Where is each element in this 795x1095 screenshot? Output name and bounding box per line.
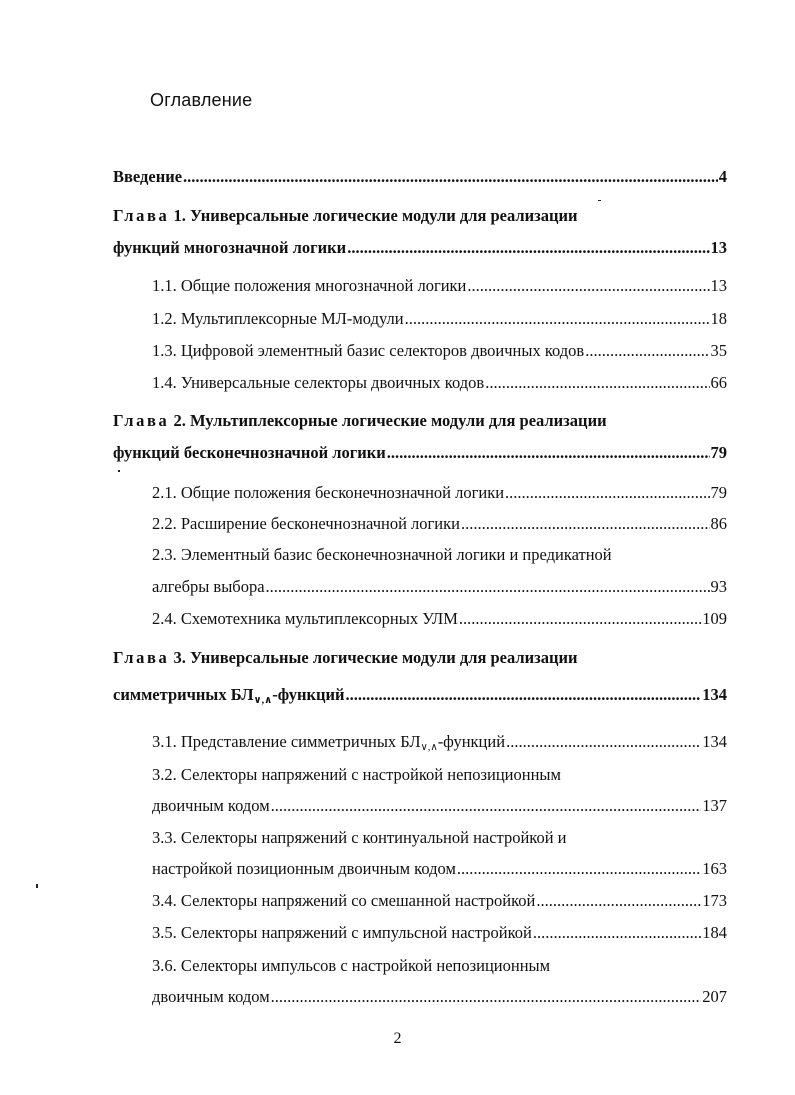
toc-entry-2-3-line1: 2.3. Элементный базис бесконечнозначной логики и предикатной <box>152 545 612 564</box>
chapter-title-line1: Универсальные логические модули для реализации <box>189 206 578 225</box>
chapter-1-heading-line2 <box>113 238 727 258</box>
toc-entry-2-1 <box>152 483 727 503</box>
toc-entry-1-1 <box>152 276 727 296</box>
toc-leader-dots <box>585 341 709 361</box>
toc-entry-label: 3.5. Селекторы напряжений с импульсной настройкой <box>152 923 532 942</box>
toc-leader-dots <box>467 276 709 296</box>
toc-entry-page: 13 <box>710 238 727 257</box>
toc-leader-dots <box>347 238 709 258</box>
chapter-number: 1. <box>173 206 186 225</box>
toc-entry-label-cont: настройкой позиционным двоичным кодом <box>152 859 456 878</box>
toc-entry-page: 109 <box>702 609 727 628</box>
toc-leader-dots <box>457 859 701 879</box>
toc-leader-dots <box>183 167 718 187</box>
toc-leader-dots <box>506 732 701 752</box>
toc-entry-3-2-line2 <box>152 796 727 816</box>
toc-entry-label-b: -функций <box>437 732 506 751</box>
toc-entry-1-3 <box>152 341 727 361</box>
chapter-title-line2-b: -функций <box>272 685 345 704</box>
toc-entry-2-2 <box>152 514 727 534</box>
chapter-2-heading-line2 <box>113 443 727 463</box>
chapter-title-line1: Мультиплексорные логические модули для реализации <box>189 411 607 430</box>
toc-entry-label-cont: двоичным кодом <box>152 796 270 815</box>
subscript-or-and: ∨,∧ <box>420 742 438 753</box>
toc-entry-label: 2.2. Расширение бесконечнозначной логики <box>152 514 460 533</box>
toc-entry-label: 2.4. Схемотехника мультиплексорных УЛМ <box>152 609 458 628</box>
toc-entry-page: 35 <box>710 341 727 360</box>
toc-leader-dots <box>533 923 701 943</box>
toc-entry-3-3-line1: 3.3. Селекторы напряжений с континуальной настройкой и <box>152 828 567 847</box>
toc-entry-label: 1.3. Цифровой элементный базис селекторов двоичных кодов <box>152 341 585 360</box>
toc-leader-dots <box>266 577 710 597</box>
toc-leader-dots <box>387 443 710 463</box>
toc-entry-2-3-line2 <box>152 577 727 597</box>
scan-speck <box>118 470 120 472</box>
toc-entry-3-5 <box>152 923 727 943</box>
toc-entry-3-4 <box>152 891 727 911</box>
chapter-number: 2. <box>173 411 186 430</box>
chapter-1-heading-line1 <box>113 206 578 226</box>
toc-entry-label-a: 3.1. Представление симметричных БЛ <box>152 732 421 751</box>
toc-entry-label-cont: двоичным кодом <box>152 987 270 1006</box>
toc-entry-1-4 <box>152 373 727 393</box>
scan-speck <box>598 200 601 201</box>
chapter-title-line1: Универсальные логические модули для реализации <box>189 648 578 667</box>
toc-leader-dots <box>459 609 701 629</box>
chapter-title-line2: функций бесконечнозначной логики <box>113 443 386 462</box>
toc-entry-page: 184 <box>702 923 727 942</box>
toc-entry-page: 163 <box>702 859 727 878</box>
toc-entry-page: 86 <box>710 514 727 533</box>
toc-entry-1-2 <box>152 309 727 329</box>
chapter-number: 3. <box>173 648 186 667</box>
chapter-prefix: Глава <box>113 411 170 430</box>
chapter-prefix: Глава <box>113 648 170 667</box>
toc-entry-page: 93 <box>710 577 727 596</box>
toc-entry-page: 207 <box>702 987 727 1006</box>
toc-entry-page: 4 <box>718 167 727 186</box>
toc-entry-page: 173 <box>702 891 727 910</box>
toc-leader-dots <box>485 373 709 393</box>
toc-entry-3-3-line2 <box>152 859 727 879</box>
toc-entry-3-2-line1: 3.2. Селекторы напряжений с настройкой непозиционным <box>152 765 561 784</box>
toc-entry-page: 137 <box>702 796 727 815</box>
toc-leader-dots <box>536 891 701 911</box>
toc-entry-3-1 <box>152 732 727 758</box>
chapter-title-line2-a: симметричных БЛ <box>113 685 254 704</box>
toc-entry-2-4 <box>152 609 727 629</box>
toc-entry-intro <box>113 167 727 187</box>
toc-leader-dots <box>271 796 702 816</box>
toc-entry-page: 79 <box>710 443 727 462</box>
toc-entry-label <box>152 732 505 758</box>
chapter-title-line2: функций многозначной логики <box>113 238 347 257</box>
chapter-3-heading-line2 <box>113 685 727 711</box>
toc-leader-dots <box>405 309 710 329</box>
toc-entry-3-6-line1: 3.6. Селекторы импульсов с настройкой непозиционным <box>152 956 551 975</box>
toc-entry-page: 66 <box>710 373 727 392</box>
toc-leader-dots <box>271 987 702 1007</box>
toc-entry-page: 79 <box>710 483 727 502</box>
chapter-title-line2 <box>113 685 345 711</box>
toc-entry-3-6-line2 <box>152 987 727 1007</box>
toc-entry-page: 134 <box>702 732 727 751</box>
scan-speck <box>36 884 38 888</box>
toc-entry-label: 1.2. Мультиплексорные МЛ-модули <box>152 309 404 328</box>
page-title: Оглавление <box>150 90 253 110</box>
toc-entry-label-cont: алгебры выбора <box>152 577 265 596</box>
toc-leader-dots <box>346 685 702 705</box>
toc-entry-label: 1.4. Универсальные селекторы двоичных кодов <box>152 373 485 392</box>
toc-entry-page: 13 <box>710 276 727 295</box>
toc-leader-dots <box>461 514 710 534</box>
toc-entry-label: 3.4. Селекторы напряжений со смешанной настройкой <box>152 891 536 910</box>
chapter-3-heading-line1 <box>113 648 578 668</box>
page-number: 2 <box>393 1030 402 1047</box>
chapter-prefix: Глава <box>113 206 170 225</box>
toc-entry-label: 2.1. Общие положения бесконечнозначной логики <box>152 483 505 502</box>
toc-leader-dots <box>505 483 709 503</box>
chapter-2-heading-line1 <box>113 411 607 431</box>
toc-entry-label: Введение <box>113 167 183 186</box>
toc-entry-page: 18 <box>710 309 727 328</box>
toc-entry-label: 1.1. Общие положения многозначной логики <box>152 276 467 295</box>
subscript-or-and: ∨,∧ <box>253 695 273 706</box>
toc-entry-page: 134 <box>702 685 727 704</box>
